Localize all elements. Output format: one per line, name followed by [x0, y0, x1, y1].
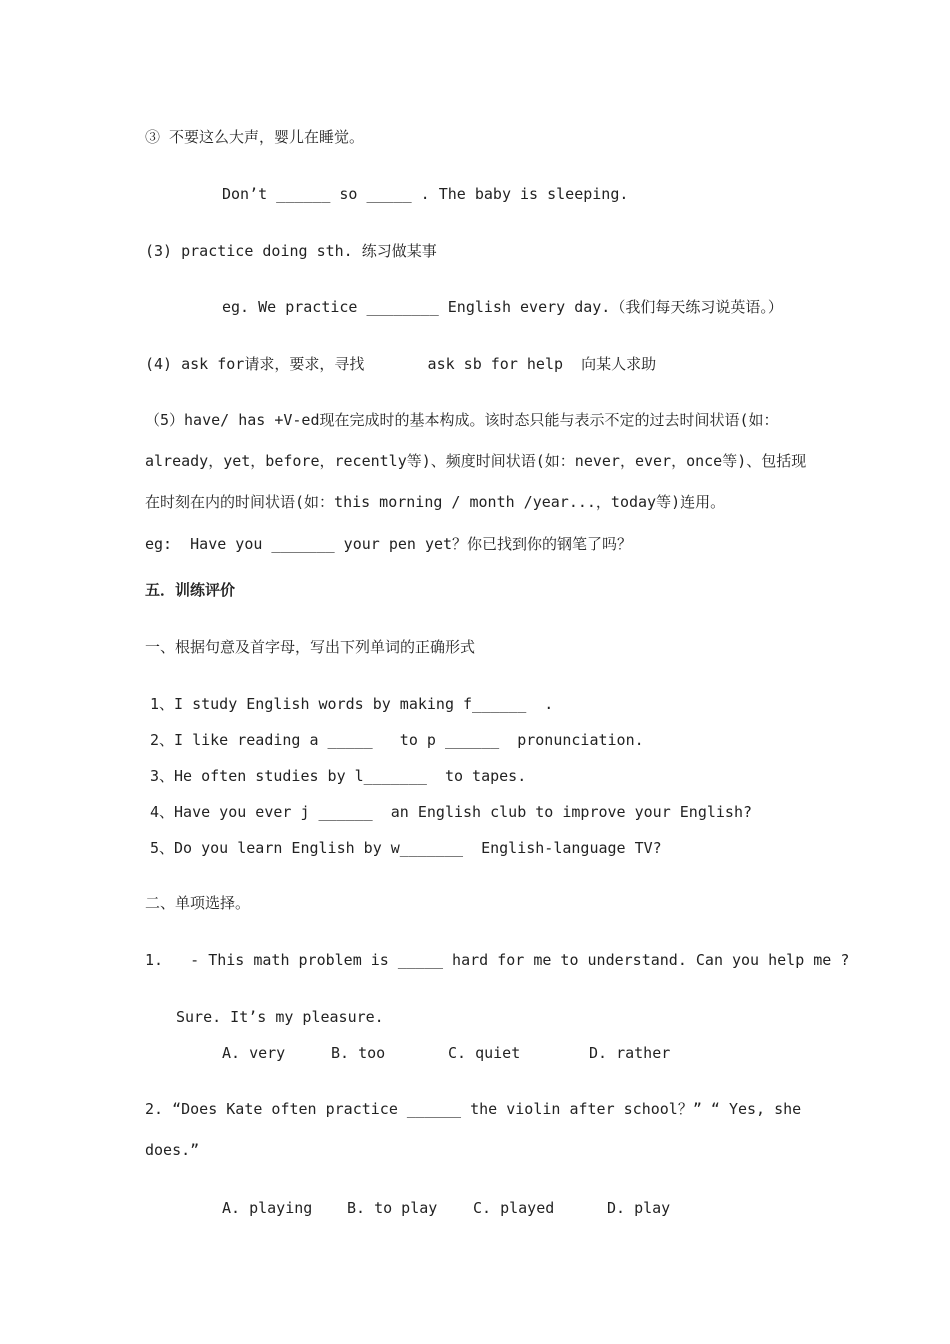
present-perfect-note: （5）have/ has +V-ed现在完成时的基本构成。该时态只能与表示不定的过去时间状语(如：already，yet，before，recently等)、频度时间状语(如：never，ever，once等)、包括现在时刻在内的时间状语(如：this morning / month /year...，today等)连用。: [145, 411, 807, 511]
phrase-ask-for: (4) ask for请求，要求，寻找 ask sb for help 向某人求助: [145, 355, 657, 373]
sentence-example-3-english: Don’t ______ so _____ . The baby is sleeping.: [222, 185, 629, 203]
choice-1-option-d: D. rather: [589, 1044, 671, 1062]
part2-heading: 二、单项选择。: [145, 894, 251, 912]
practice-example: eg. We practice ________ English every day.（我们每天练习说英语。）: [222, 298, 783, 316]
choice-question-2: 2. “Does Kate often practice ______ the violin after school？” “ Yes, she does.”: [145, 1100, 802, 1159]
choice-2-option-b: B. to play: [347, 1199, 438, 1217]
fill-question-4: 4、Have you ever j ______ an English club to improve your English?: [150, 803, 752, 821]
choice-2-option-d: D. play: [607, 1199, 671, 1217]
present-perfect-example: eg: Have you _______ your pen yet？你已找到你的钢笔了吗？: [145, 535, 633, 553]
choice-1-option-a: A. very: [222, 1044, 286, 1062]
choice-question-1-reply: Sure. It’s my pleasure.: [176, 1008, 384, 1026]
choice-question-1: 1. - This math problem is _____ hard for me to understand. Can you help me ?: [145, 951, 850, 969]
fill-question-1: 1、I study English words by making f______ .: [150, 695, 554, 713]
fill-question-3: 3、He often studies by l_______ to tapes.: [150, 767, 527, 785]
choice-2-option-a: A. playing: [222, 1199, 313, 1217]
fill-question-2: 2、I like reading a _____ to p ______ pronunciation.: [150, 731, 644, 749]
sentence-example-3: ③ 不要这么大声，婴儿在睡觉。: [145, 128, 365, 146]
fill-question-5: 5、Do you learn English by w_______ English-language TV?: [150, 839, 662, 857]
section-heading-5: 五．训练评价: [145, 581, 236, 599]
choice-1-option-c: C. quiet: [448, 1044, 521, 1062]
choice-2-option-c: C. played: [473, 1199, 555, 1217]
part1-heading: 一、根据句意及首字母，写出下列单词的正确形式: [145, 638, 476, 656]
choice-1-option-b: B. too: [331, 1044, 386, 1062]
phrase-practice: (3) practice doing sth. 练习做某事: [145, 242, 437, 260]
